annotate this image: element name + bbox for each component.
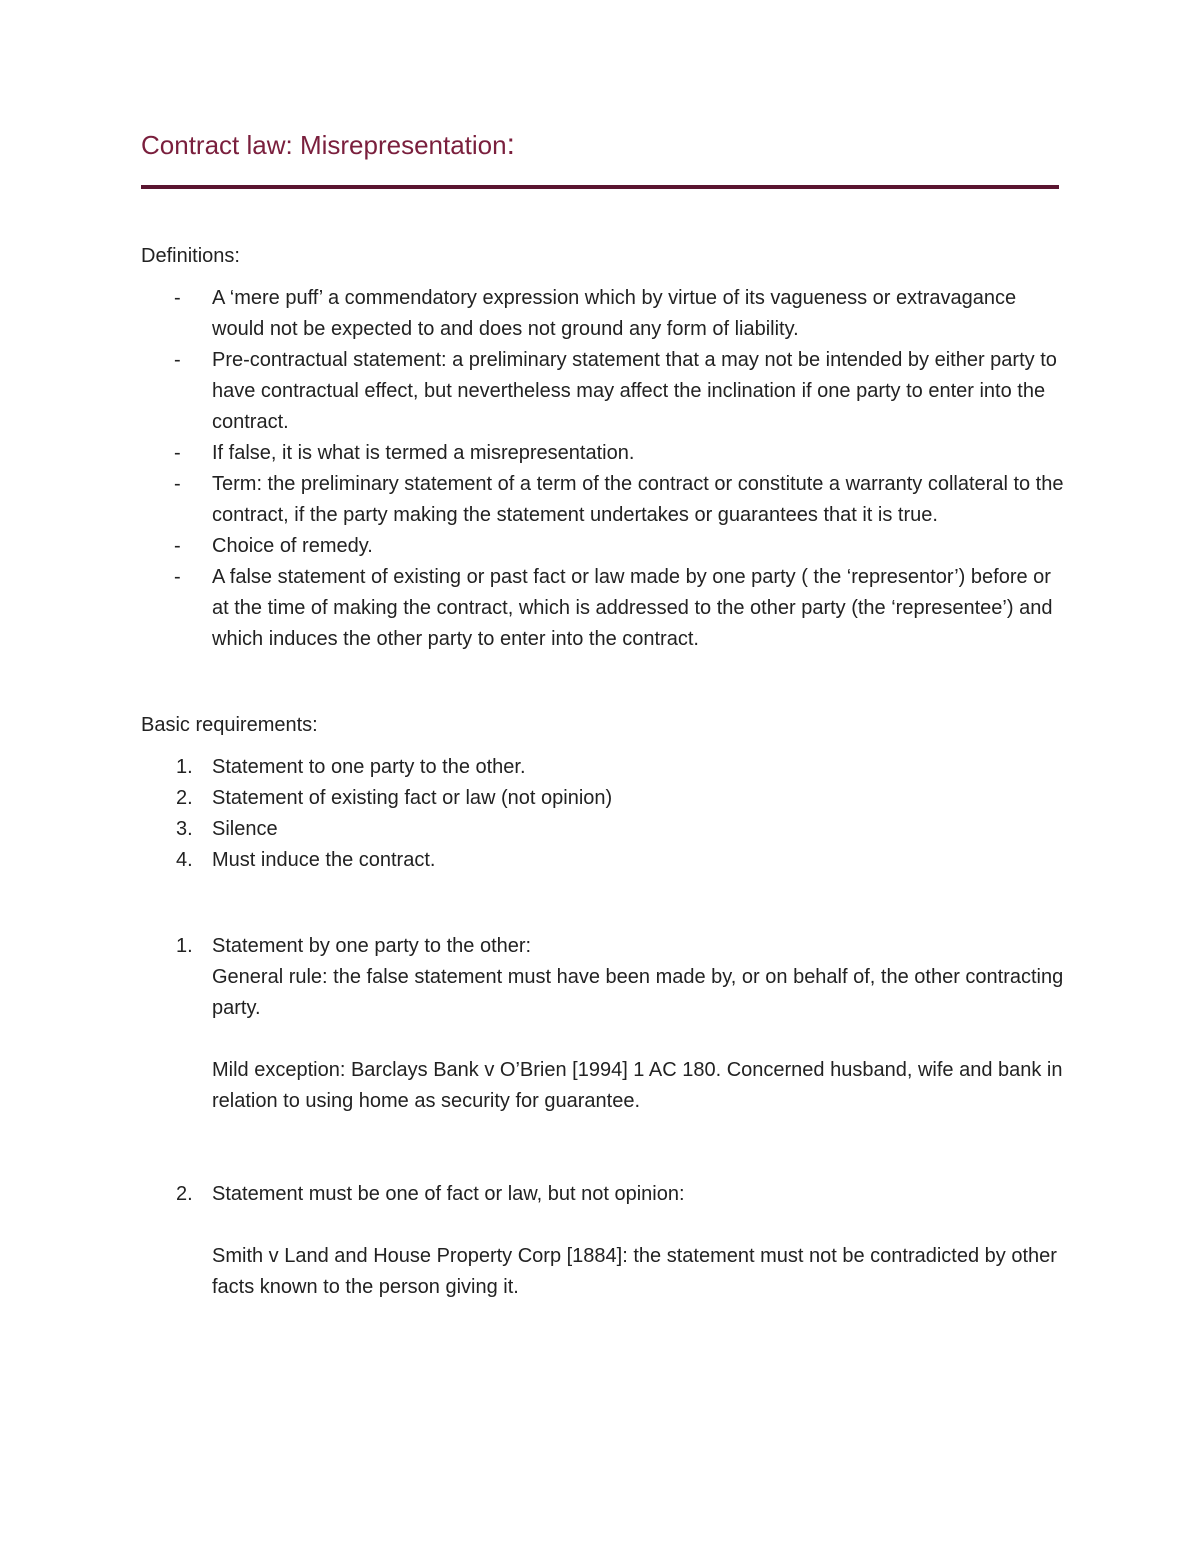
list-number: 4. <box>176 849 193 871</box>
list-item <box>141 783 1071 814</box>
section-1 <box>141 931 1071 1117</box>
section-case-text: Smith v Land and House Property Corp [1884]: the statement must not be contradicted by other facts known to the person giving it. <box>212 1245 1057 1298</box>
definitions-heading: Definitions: <box>141 245 240 267</box>
definition-text: A ‘mere puff’ a commendatory expression which by virtue of its vagueness or extravagance would not be expected to and does not ground any form of liability. <box>212 287 1017 340</box>
dash-bullet: - <box>174 473 181 495</box>
definition-text: Pre-contractual statement: a preliminary statement that a may not be intended by either party to have contractual effect, but nevertheless may affect the inclination if one party to enter into the contract. <box>212 349 1057 433</box>
definition-text: Choice of remedy. <box>212 535 373 557</box>
dash-bullet: - <box>174 349 181 371</box>
dash-bullet: - <box>174 566 181 588</box>
document-title-text: Contract law: Misrepresentation <box>141 130 507 160</box>
section-heading: Statement by one party to the other: <box>212 935 532 957</box>
section-number: 2. <box>176 1183 193 1205</box>
list-number: 3. <box>176 818 193 840</box>
section-item <box>141 931 1071 1117</box>
definitions-list <box>141 283 1071 655</box>
document-title <box>141 127 515 163</box>
section-heading: Statement must be one of fact or law, but not opinion: <box>212 1183 685 1205</box>
section-exception-text: Mild exception: Barclays Bank v O’Brien [1994] 1 AC 180. Concerned husband, wife and bank in relation to using home as security for guarantee. <box>212 1059 1063 1112</box>
list-item <box>141 845 1071 876</box>
document-title-colon: : <box>506 128 515 161</box>
definition-text: If false, it is what is termed a misrepresentation. <box>212 442 635 464</box>
list-item <box>141 469 1071 531</box>
list-item <box>141 531 1071 562</box>
list-item <box>141 345 1071 438</box>
document-body <box>141 241 1071 1303</box>
requirement-text: Silence <box>212 818 278 840</box>
requirement-text: Statement to one party to the other. <box>212 756 526 778</box>
list-number: 2. <box>176 787 193 809</box>
dash-bullet: - <box>174 442 181 464</box>
dash-bullet: - <box>174 287 181 309</box>
section-rule-text: General rule: the false statement must have been made by, or on behalf of, the other contracting party. <box>212 966 1064 1019</box>
list-item <box>141 283 1071 345</box>
requirement-text: Statement of existing fact or law (not opinion) <box>212 787 613 809</box>
requirement-text: Must induce the contract. <box>212 849 436 871</box>
list-item <box>141 562 1071 655</box>
definition-text: A false statement of existing or past fact or law made by one party ( the ‘representor’) before or at the time of making the contract, which is addressed to the other party (the ‘representee’) and which induces the other party to enter into the contract. <box>212 566 1053 650</box>
requirements-heading: Basic requirements: <box>141 714 318 736</box>
requirements-list <box>141 752 1071 876</box>
list-item <box>141 752 1071 783</box>
section-2 <box>141 1179 1071 1303</box>
list-item <box>141 438 1071 469</box>
list-number: 1. <box>176 756 193 778</box>
section-item <box>141 1179 1071 1303</box>
title-divider <box>141 185 1059 189</box>
dash-bullet: - <box>174 535 181 557</box>
definition-text: Term: the preliminary statement of a term of the contract or constitute a warranty collateral to the contract, if the party making the statement undertakes or guarantees that it is true. <box>212 473 1064 526</box>
list-item <box>141 814 1071 845</box>
section-number: 1. <box>176 935 193 957</box>
